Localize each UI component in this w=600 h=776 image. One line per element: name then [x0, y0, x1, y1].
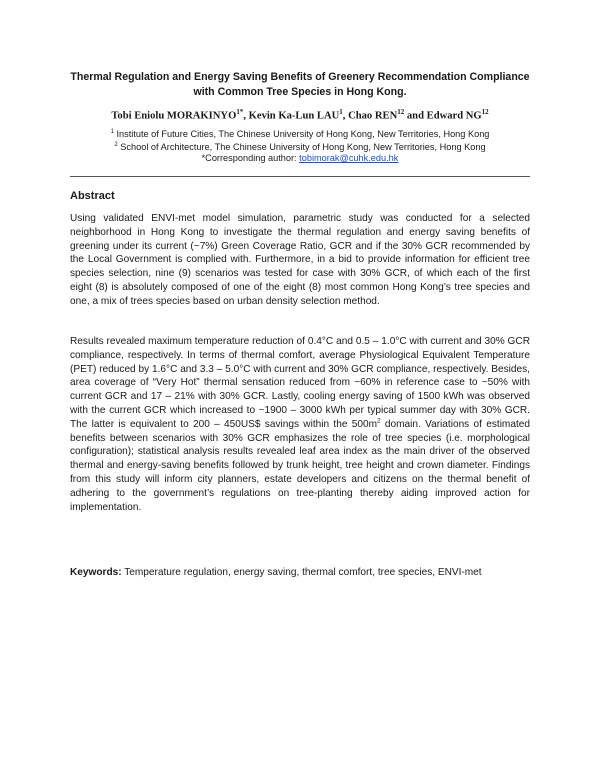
author-affiliation-mark: 12	[397, 108, 405, 116]
abstract-paragraph-2-text: Results revealed maximum temperature reduction of 0.4°C and 0.5 – 1.0°C with current and 30% GCR compliance, respectively. In terms of thermal comfort, average Physiological Equivalent Temperature (PET) reduced by 1.6°C and 3.3 – 5.0°C with current and 30% GCR compliance, respectively. Besides, area coverage of “Very Hot” thermal sensation reduced from ~60% in reference case to ~50% with current GCR and 17 – 21% with 30% GCR. Lastly, cooling energy saving of 1500 kWh was observed with the current GCR which increased to ~1900 – 3000 kWh per typical summer day with 30% GCR. The latter is equivalent to 200 – 450US$ savings within the 500m	[70, 336, 530, 430]
affiliation-text: School of Architecture, The Chinese University of Hong Kong, New Territories, Hong Kong	[117, 142, 486, 153]
keywords-text: Temperature regulation, energy saving, thermal comfort, tree species, ENVI-met	[121, 567, 482, 578]
author-name: Kevin Ka-Lun LAU	[248, 110, 340, 122]
keywords-label: Keywords:	[70, 567, 122, 578]
corresponding-label: *Corresponding author:	[201, 153, 300, 163]
author-list	[60, 105, 540, 124]
paper-title: Thermal Regulation and Energy Saving Benefits of Greenery Recommendation Compliance with Common Tree Species in Hong Kong.	[70, 71, 530, 98]
author-separator: and	[404, 110, 427, 122]
author-name: Edward NG	[426, 110, 482, 122]
affiliation-1	[70, 126, 530, 140]
corresponding-email-link[interactable]: tobimorak@cuhk.edu.hk	[299, 153, 399, 163]
header-divider	[70, 176, 530, 177]
author-separator: ,	[342, 110, 349, 122]
keywords	[70, 566, 530, 580]
author-affiliation-mark: 1	[339, 108, 343, 116]
author-name: Chao REN	[348, 110, 398, 122]
author-name: Tobi Eniolu MORAKINYO	[111, 110, 237, 122]
author-separator: ,	[243, 110, 249, 122]
corresponding-author	[70, 152, 530, 164]
author-affiliation-mark: 1*	[236, 108, 244, 116]
abstract-paragraph-2	[70, 335, 530, 514]
abstract-heading: Abstract	[70, 190, 115, 202]
affiliation-2	[70, 139, 530, 153]
abstract-paragraph-1: Using validated ENVI-met model simulation, parametric study was conducted for a selected neighborhood in Hong Kong to investigate the thermal regulation and energy saving benefits of greening under its current (~7%) Green Coverage Ratio, GCR and if the 30% GCR recommended by the Local Government is complied with. Furthermore, in a bid to provide information for efficient tree species selection, nine (9) scenarios was tested for case with 30% GCR, of which each of the first eight (8) is absolutely composed of one of the eight (8) most common Hong Kong’s tree species and one, a mix of trees species based on urban density selection method.	[70, 213, 530, 307]
author-affiliation-mark: 12	[481, 108, 489, 116]
abstract-paragraph-2-text-cont: domain. Variations of estimated benefits between scenarios with 30% GCR emphasizes the role of tree species (i.e. morphological configuration); statistical analysis results revealed leaf area index as the main driver of the observed thermal and energy-saving benefits followed by trunk height, tree height and crown diameter. Findings from this study will inform city planners, estate developers and citizens on the thermal benefit of adhering to the government’s regulations on tree-planting thereby aiding improved action for implementation.	[70, 418, 530, 513]
affiliation-number: 1	[110, 129, 114, 135]
affiliation-number: 2	[114, 142, 118, 148]
superscript: 2	[376, 417, 381, 425]
affiliation-text: Institute of Future Cities, The Chinese University of Hong Kong, New Territories, Hong Kong	[113, 129, 490, 140]
